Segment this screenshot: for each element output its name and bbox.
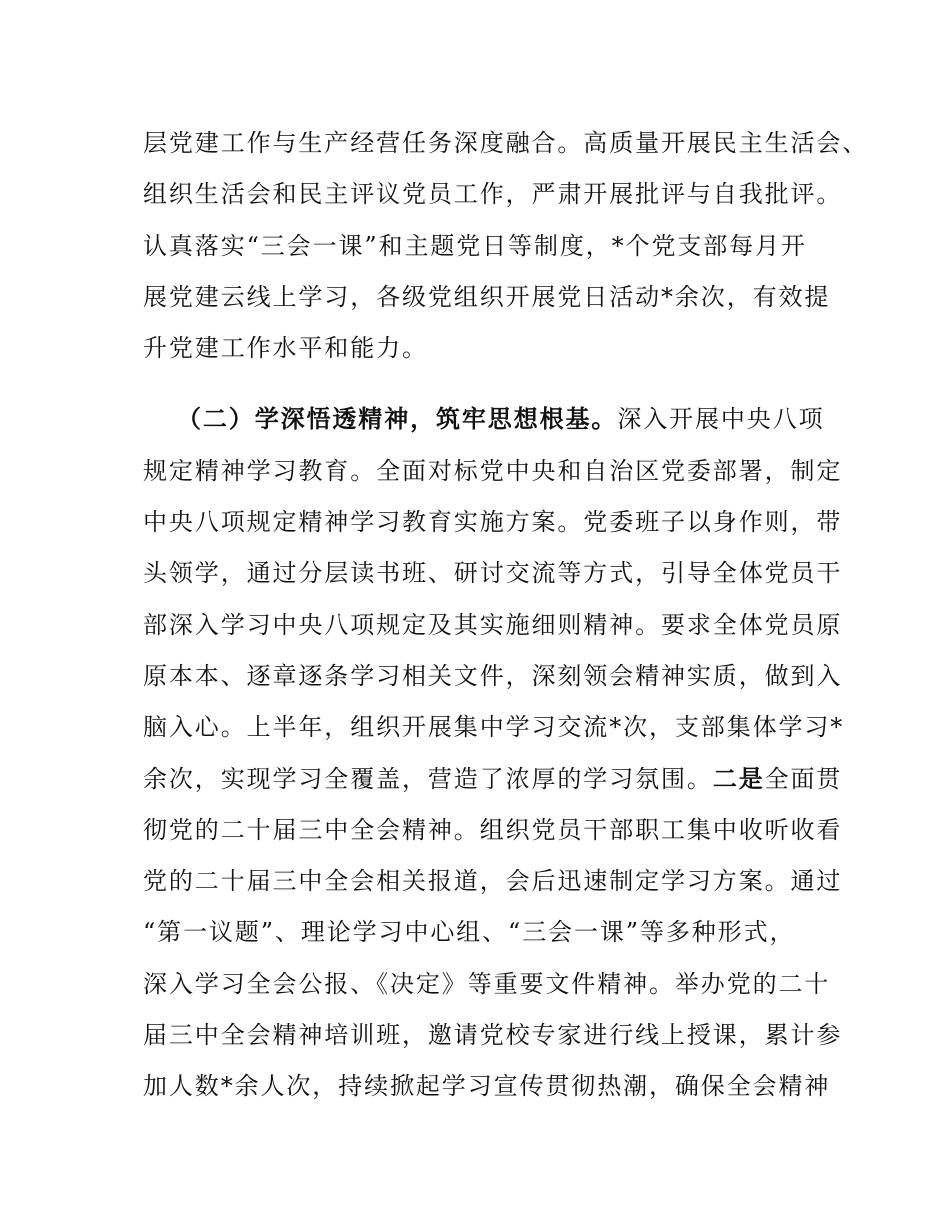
text-line-with-heading <box>143 394 833 445</box>
text-line: “第一议题”、理论学习中心组、“三会一课”等多种形式， <box>143 918 796 947</box>
text-line: 彻党的二十届三中全会精神。组织党员干部职工集中收听收看 <box>143 815 843 844</box>
text-run: 全面贯 <box>764 764 843 793</box>
document-body <box>143 118 869 1113</box>
text-line: 认真落实“三会一课”和主题党日等制度，*个党支部每月开 <box>143 231 807 260</box>
text-run: 深入开展中央八项 <box>617 405 825 434</box>
text-line: 加人数*余人次，持续掀起学习宣传贯彻热潮，确保全会精神 <box>143 1072 831 1101</box>
paragraph-gap <box>143 374 833 394</box>
section-heading: （二）学深悟透精神，筑牢思想根基。 <box>177 405 618 434</box>
text-line: 层党建工作与生产经营任务深度融合。高质量开展民主生活会、 <box>143 129 869 157</box>
text-line: 头领学，通过分层读书班、研讨交流等方式，引导全体党员干 <box>143 559 843 588</box>
text-line: 脑入心。上半年，组织开展集中学习交流*次，支部集体学习* <box>143 713 845 742</box>
text-line-with-emphasis <box>143 754 843 805</box>
text-line: 规定精神学习教育。全面对标党中央和自治区党委部署，制定 <box>143 456 843 485</box>
text-line: 展党建云线上学习，各级党组织开展党日活动*余次，有效提 <box>143 282 831 311</box>
text-line: 部深入学习中央八项规定及其实施细则精神。要求全体党员原 <box>143 610 843 639</box>
paragraph-study-spirit <box>143 394 845 1112</box>
text-line: 党的二十届三中全会相关报道，会后迅速制定学习方案。通过 <box>143 867 843 896</box>
text-line: 升党建工作水平和能力。 <box>143 334 428 363</box>
text-line: 中央八项规定精神学习教育实施方案。党委班子以身作则，带 <box>143 508 843 537</box>
text-line: 原本本、逐章逐条学习相关文件，深刻领会精神实质，做到入 <box>143 661 843 690</box>
text-line: 组织生活会和民主评议党员工作，严肃开展批评与自我批评。 <box>143 180 843 209</box>
emphasis-marker: 二是 <box>712 764 765 793</box>
text-line: 深入学习全会公报、《决定》等重要文件精神。举办党的二十 <box>143 969 831 998</box>
text-run: 余次，实现学习全覆盖，营造了浓厚的学习氛围。 <box>143 764 713 793</box>
text-line: 届三中全会精神培训班，邀请党校专家进行线上授课，累计参 <box>143 1021 843 1050</box>
paragraph-party-building <box>143 118 869 374</box>
